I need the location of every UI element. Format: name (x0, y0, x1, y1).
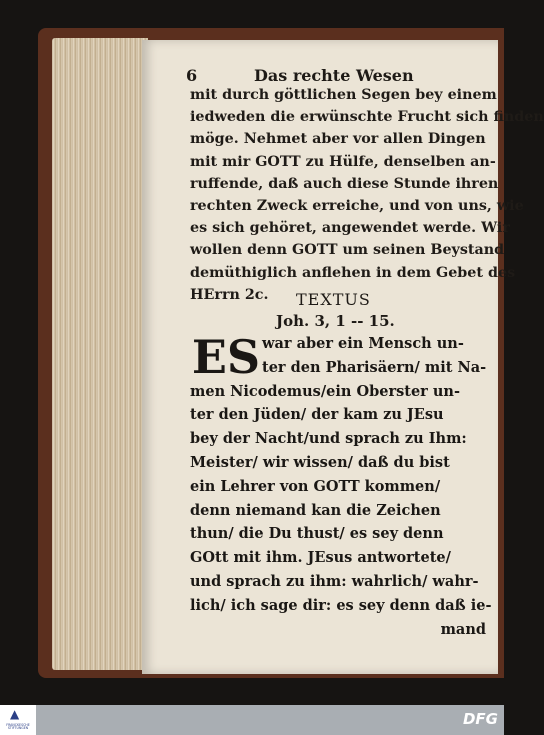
text-line: denn niemand kan die Zeichen (190, 501, 441, 519)
intro-paragraph (190, 84, 544, 306)
text-line: mit durch göttlichen Segen bey einem (190, 87, 497, 103)
section-title: TEXTUS (296, 290, 371, 309)
running-header: Das rechte Wesen (254, 66, 414, 85)
scripture-reference: Joh. 3, 1 -- 15. (276, 312, 395, 330)
text-line: thun/ die Du thust/ es sey denn (190, 525, 444, 543)
funder-logo: DFG (462, 710, 498, 728)
scripture-text (190, 332, 492, 641)
text-line: iedweden die erwünschte Frucht sich finden (190, 109, 544, 126)
text-line: mit mir GOTT zu Hülfe, denselben an- (190, 153, 496, 170)
text-line: und sprach zu ihm: wahrlich/ wahr- (190, 572, 479, 590)
text-line: bey der Nacht/und sprach zu Ihm: (190, 430, 467, 448)
logo-text: FRANCKESCHE STIFTUNGEN (6, 723, 30, 731)
text-line: wollen denn GOTT um seinen Beystand (190, 242, 505, 259)
page-edges (52, 38, 148, 670)
text-line: ein Lehrer von GOTT kommen/ (190, 477, 441, 495)
text-line: rechten Zweck erreiche, und von uns, wie (190, 198, 524, 215)
text-line: möge. Nehmet aber vor allen Dingen (190, 131, 486, 148)
text-line: ter den Pharisäern/ mit Na- (262, 358, 487, 376)
building-icon: ▲ (10, 707, 20, 721)
viewer-footer-bar (0, 705, 504, 735)
text-line: mand (440, 620, 486, 638)
drop-cap-initial: ES (191, 330, 261, 384)
text-line: HErrn 2c. (190, 286, 269, 303)
text-line: ruffende, daß auch diese Stunde ihren (190, 175, 499, 192)
text-line: ter den Jüden/ der kam zu JEsu (190, 406, 444, 424)
text-line: war aber ein Mensch un- (262, 335, 464, 352)
page-number: 6 (186, 66, 198, 85)
text-line: Meister/ wir wissen/ daß du bist (190, 453, 450, 471)
text-line: GOtt mit ihm. JEsus antwortete/ (190, 549, 451, 567)
text-line: es sich gehöret, angewendet werde. Wir (190, 220, 510, 237)
text-line: demüthiglich anflehen in dem Gebet des (190, 264, 516, 281)
institution-logo (0, 705, 36, 735)
text-line: men Nicodemus/ein Oberster un- (190, 382, 460, 400)
text-line: lich/ ich sage dir: es sey denn daß ie- (190, 596, 492, 614)
